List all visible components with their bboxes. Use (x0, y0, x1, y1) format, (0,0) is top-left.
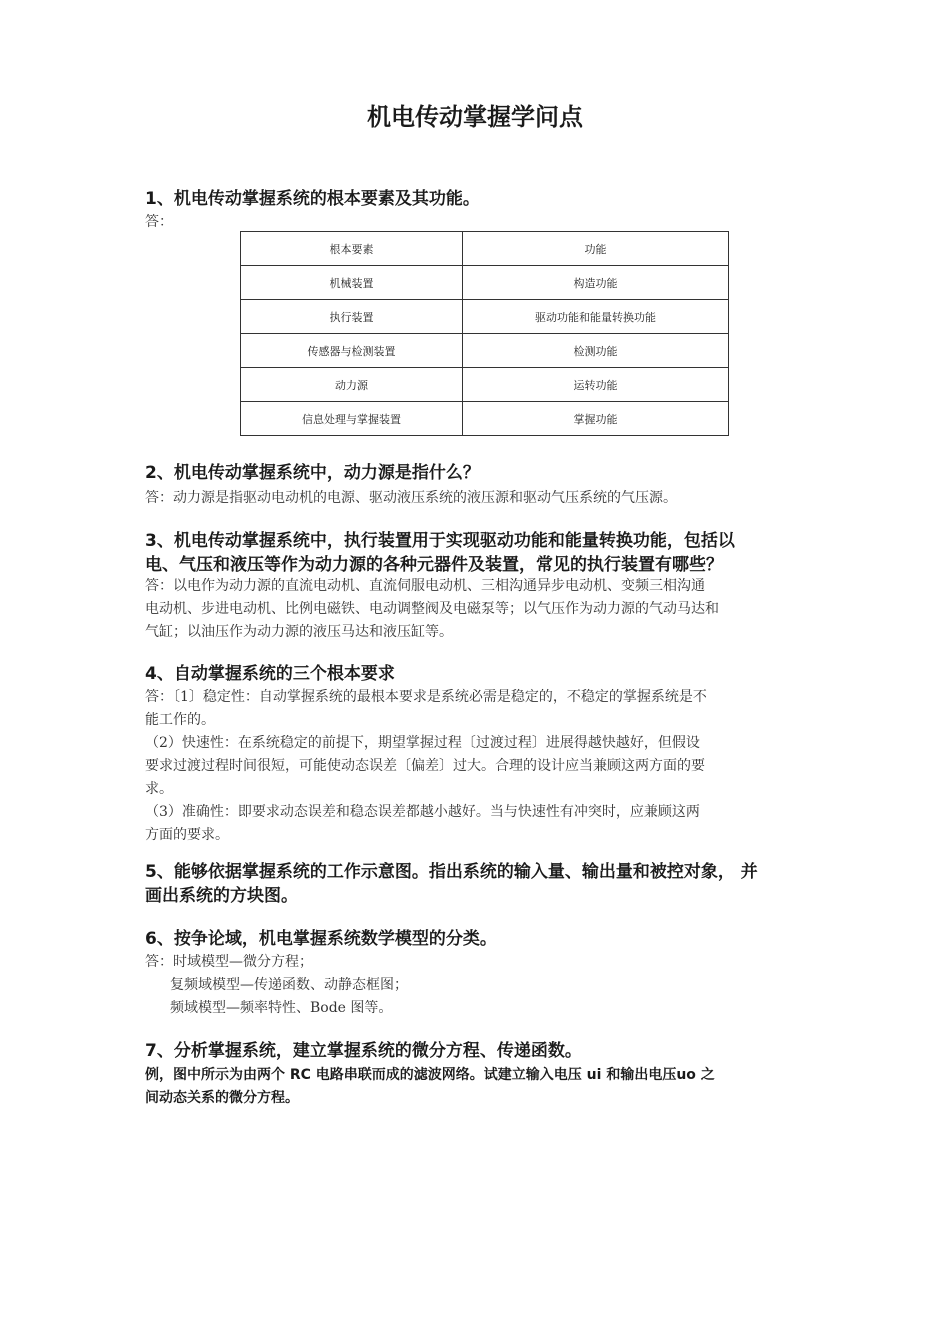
answer-line: 方面的要求。 (145, 827, 229, 843)
answer-line: 求。 (145, 781, 173, 797)
answer-line: 答：时域模型—微分方程； (145, 954, 313, 970)
table-cell: 检测功能 (463, 334, 729, 368)
example-line: 间动态关系的微分方程。 (145, 1090, 299, 1106)
table-cell: 传感器与检测装置 (241, 334, 463, 368)
table-cell: 机械装置 (241, 266, 463, 300)
table-row (241, 402, 729, 436)
answer-line: 气缸；以油压作为动力源的液压马达和液压缸等。 (145, 624, 453, 640)
table-cell: 执行装置 (241, 300, 463, 334)
table-header-row (241, 232, 729, 266)
question-7-heading: 7、分析掌握系统，建立掌握系统的微分方程、传递函数。 (145, 1041, 582, 1061)
table-cell: 信息处理与掌握装置 (241, 402, 463, 436)
example-line: 例，图中所示为由两个 RC 电路串联而成的滤波网络。试建立输入电压 ui 和输出电压uo 之 (145, 1067, 715, 1083)
table-cell: 掌握功能 (463, 402, 729, 436)
answer-line: （2）快速性：在系统稳定的前提下，期望掌握过程〔过渡过程〕进展得越快越好，但假设 (145, 735, 700, 751)
question-2-answer: 答：动力源是指驱动电动机的电源、驱动液压系统的液压源和驱动气压系统的气压源。 (145, 490, 677, 506)
table-cell: 动力源 (241, 368, 463, 402)
table-row (241, 266, 729, 300)
question-4-heading: 4、自动掌握系统的三个根本要求 (145, 664, 395, 684)
table-header-cell: 根本要素 (241, 232, 463, 266)
question-6-heading: 6、按争论域，机电掌握系统数学模型的分类。 (145, 929, 497, 949)
answer-line: 答：〔1〕稳定性：自动掌握系统的最根本要求是系统必需是稳定的，不稳定的掌握系统是不 (145, 689, 707, 705)
question-3-answer (145, 575, 813, 644)
page-title: 机电传动掌握学问点 (367, 103, 583, 131)
heading-line: 3、机电传动掌握系统中，执行装置用于实现驱动功能和能量转换功能，包括以 (145, 531, 735, 551)
answer-line: 电动机、步进电动机、比例电磁铁、电动调整阀及电磁泵等；以气压作为动力源的气动马达和 (145, 601, 719, 617)
heading-line: 电、气压和液压等作为动力源的各种元器件及装置，常见的执行装置有哪些？ (145, 555, 723, 575)
question-4-answer (145, 686, 813, 847)
table-row (241, 300, 729, 334)
table-cell: 驱动功能和能量转换功能 (463, 300, 729, 334)
answer-line: 答：以电作为动力源的直流电动机、直流伺服电动机、三相沟通异步电动机、变频三相沟通 (145, 578, 705, 594)
answer-line: 要求过渡过程时间很短，可能使动态误差〔偏差〕过大。合理的设计应当兼顾这两方面的要 (145, 758, 705, 774)
elements-table (240, 231, 729, 436)
table-row (241, 334, 729, 368)
answer-line: 频域模型—频率特性、Bode 图等。 (170, 1000, 393, 1016)
question-5-heading (145, 860, 813, 908)
question-3-heading (145, 529, 813, 577)
question-6-answer (145, 951, 813, 1020)
table-row (241, 368, 729, 402)
question-1-answer-label: 答： (145, 214, 173, 230)
table-header-cell: 功能 (463, 232, 729, 266)
heading-line: 5、能够依据掌握系统的工作示意图。指出系统的输入量、输出量和被控对象， 并 (145, 862, 758, 882)
question-7-example (145, 1064, 813, 1110)
answer-line: 能工作的。 (145, 712, 215, 728)
answer-line: 复频域模型—传递函数、动静态框图； (170, 977, 408, 993)
heading-line: 画出系统的方块图。 (145, 886, 298, 906)
table-cell: 构造功能 (463, 266, 729, 300)
table-cell: 运转功能 (463, 368, 729, 402)
answer-line: （3）准确性：即要求动态误差和稳态误差都越小越好。当与快速性有冲突时，应兼顾这两 (145, 804, 700, 820)
question-2-heading: 2、机电传动掌握系统中，动力源是指什么？ (145, 463, 480, 483)
question-1-heading: 1、机电传动掌握系统的根本要素及其功能。 (145, 189, 480, 209)
